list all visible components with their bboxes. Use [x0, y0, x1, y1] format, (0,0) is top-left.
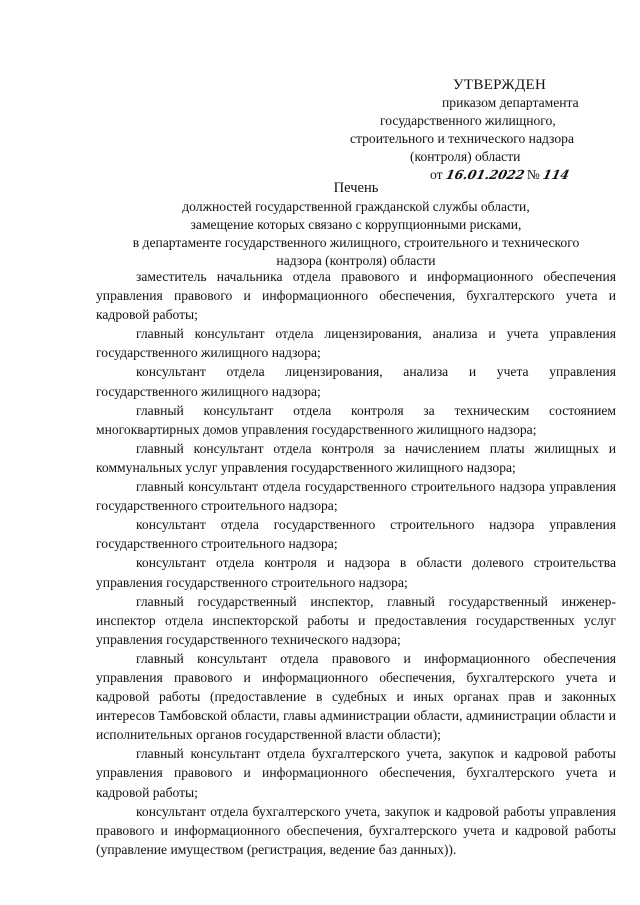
date-prefix: от	[430, 167, 443, 182]
heading-line-3: в департаменте государственного жилищного, строительного и технического	[132, 235, 580, 250]
handwritten-date: 16.01.2022	[444, 167, 526, 182]
heading-line-4: надзора (контроля) области	[276, 253, 436, 268]
list-item: главный консультант отдела бухгалтерского учета, закупок и кадровой работы управления правового и информационного обеспечения, бухгалтерского учета и кадровой работы;	[96, 746, 616, 800]
approval-department-line-2: строительного и технического надзора	[350, 131, 574, 146]
number-sign: №	[526, 167, 540, 182]
list-item: консультант отдела бухгалтерского учета, закупок и кадровой работы управления правового и информационного обеспечения, бухгалтерского учета и кадровой работы (управление имуществом (регистрация, ведение баз данных)).	[96, 803, 616, 857]
list-item: главный консультант отдела правового и информационного обеспечения управления правового и информационного обеспечения, бухгалтерского учета и кадровой работы (предоставление в судебных и иных органах прав и законных интересов Тамбовской области, главы администрации области, администрации области и исполнительных органов государственной власти области);	[96, 650, 616, 743]
approval-title: УТВЕРЖДЕН	[453, 77, 547, 93]
list-item: консультант отдела лицензирования, анализа и учета управления государственного жилищного надзора;	[96, 364, 616, 399]
list-item: консультант отдела государственного строительного надзора управления государственного строительного надзора;	[96, 517, 616, 552]
handwritten-number: 114	[541, 167, 571, 182]
list-item: главный консультант отдела лицензирования, анализа и учета управления государственного жилищного надзора;	[96, 326, 616, 361]
approval-order-line: приказом департамента	[442, 95, 579, 110]
list-item: главный консультант отдела контроля за техническим состоянием многоквартирных домов управления государственного жилищного надзора;	[96, 402, 616, 437]
list-item: главный государственный инспектор, главный государственный инженер-инспектор отдела инспекторской работы и предоставления государственных услуг управления государственного технического надзора;	[96, 593, 616, 647]
approval-department-line-3: (контроля) области	[410, 149, 521, 164]
heading-line-1: должностей государственной гражданской службы области,	[182, 199, 530, 214]
document-heading	[96, 179, 616, 270]
list-item: консультант отдела контроля и надзора в области долевого строительства управления государственного строительного надзора;	[96, 555, 616, 590]
list-item: заместитель начальника отдела правового и информационного обеспечения управления правового и информационного обеспечения, бухгалтерского учета и кадровой работы;	[96, 269, 616, 323]
document-title: Печень	[333, 180, 379, 196]
approval-block	[348, 76, 618, 184]
list-item: главный консультант отдела государственного строительного надзора управления государственного строительного надзора;	[96, 479, 616, 514]
approval-department-line: государственного жилищного,	[380, 113, 556, 128]
list-item: главный консультант отдела контроля за начислением платы жилищных и коммунальных услуг управления государственного жилищного надзора;	[96, 440, 616, 475]
heading-line-2: замещение которых связано с коррупционными рисками,	[190, 217, 522, 232]
positions-list	[96, 267, 616, 859]
